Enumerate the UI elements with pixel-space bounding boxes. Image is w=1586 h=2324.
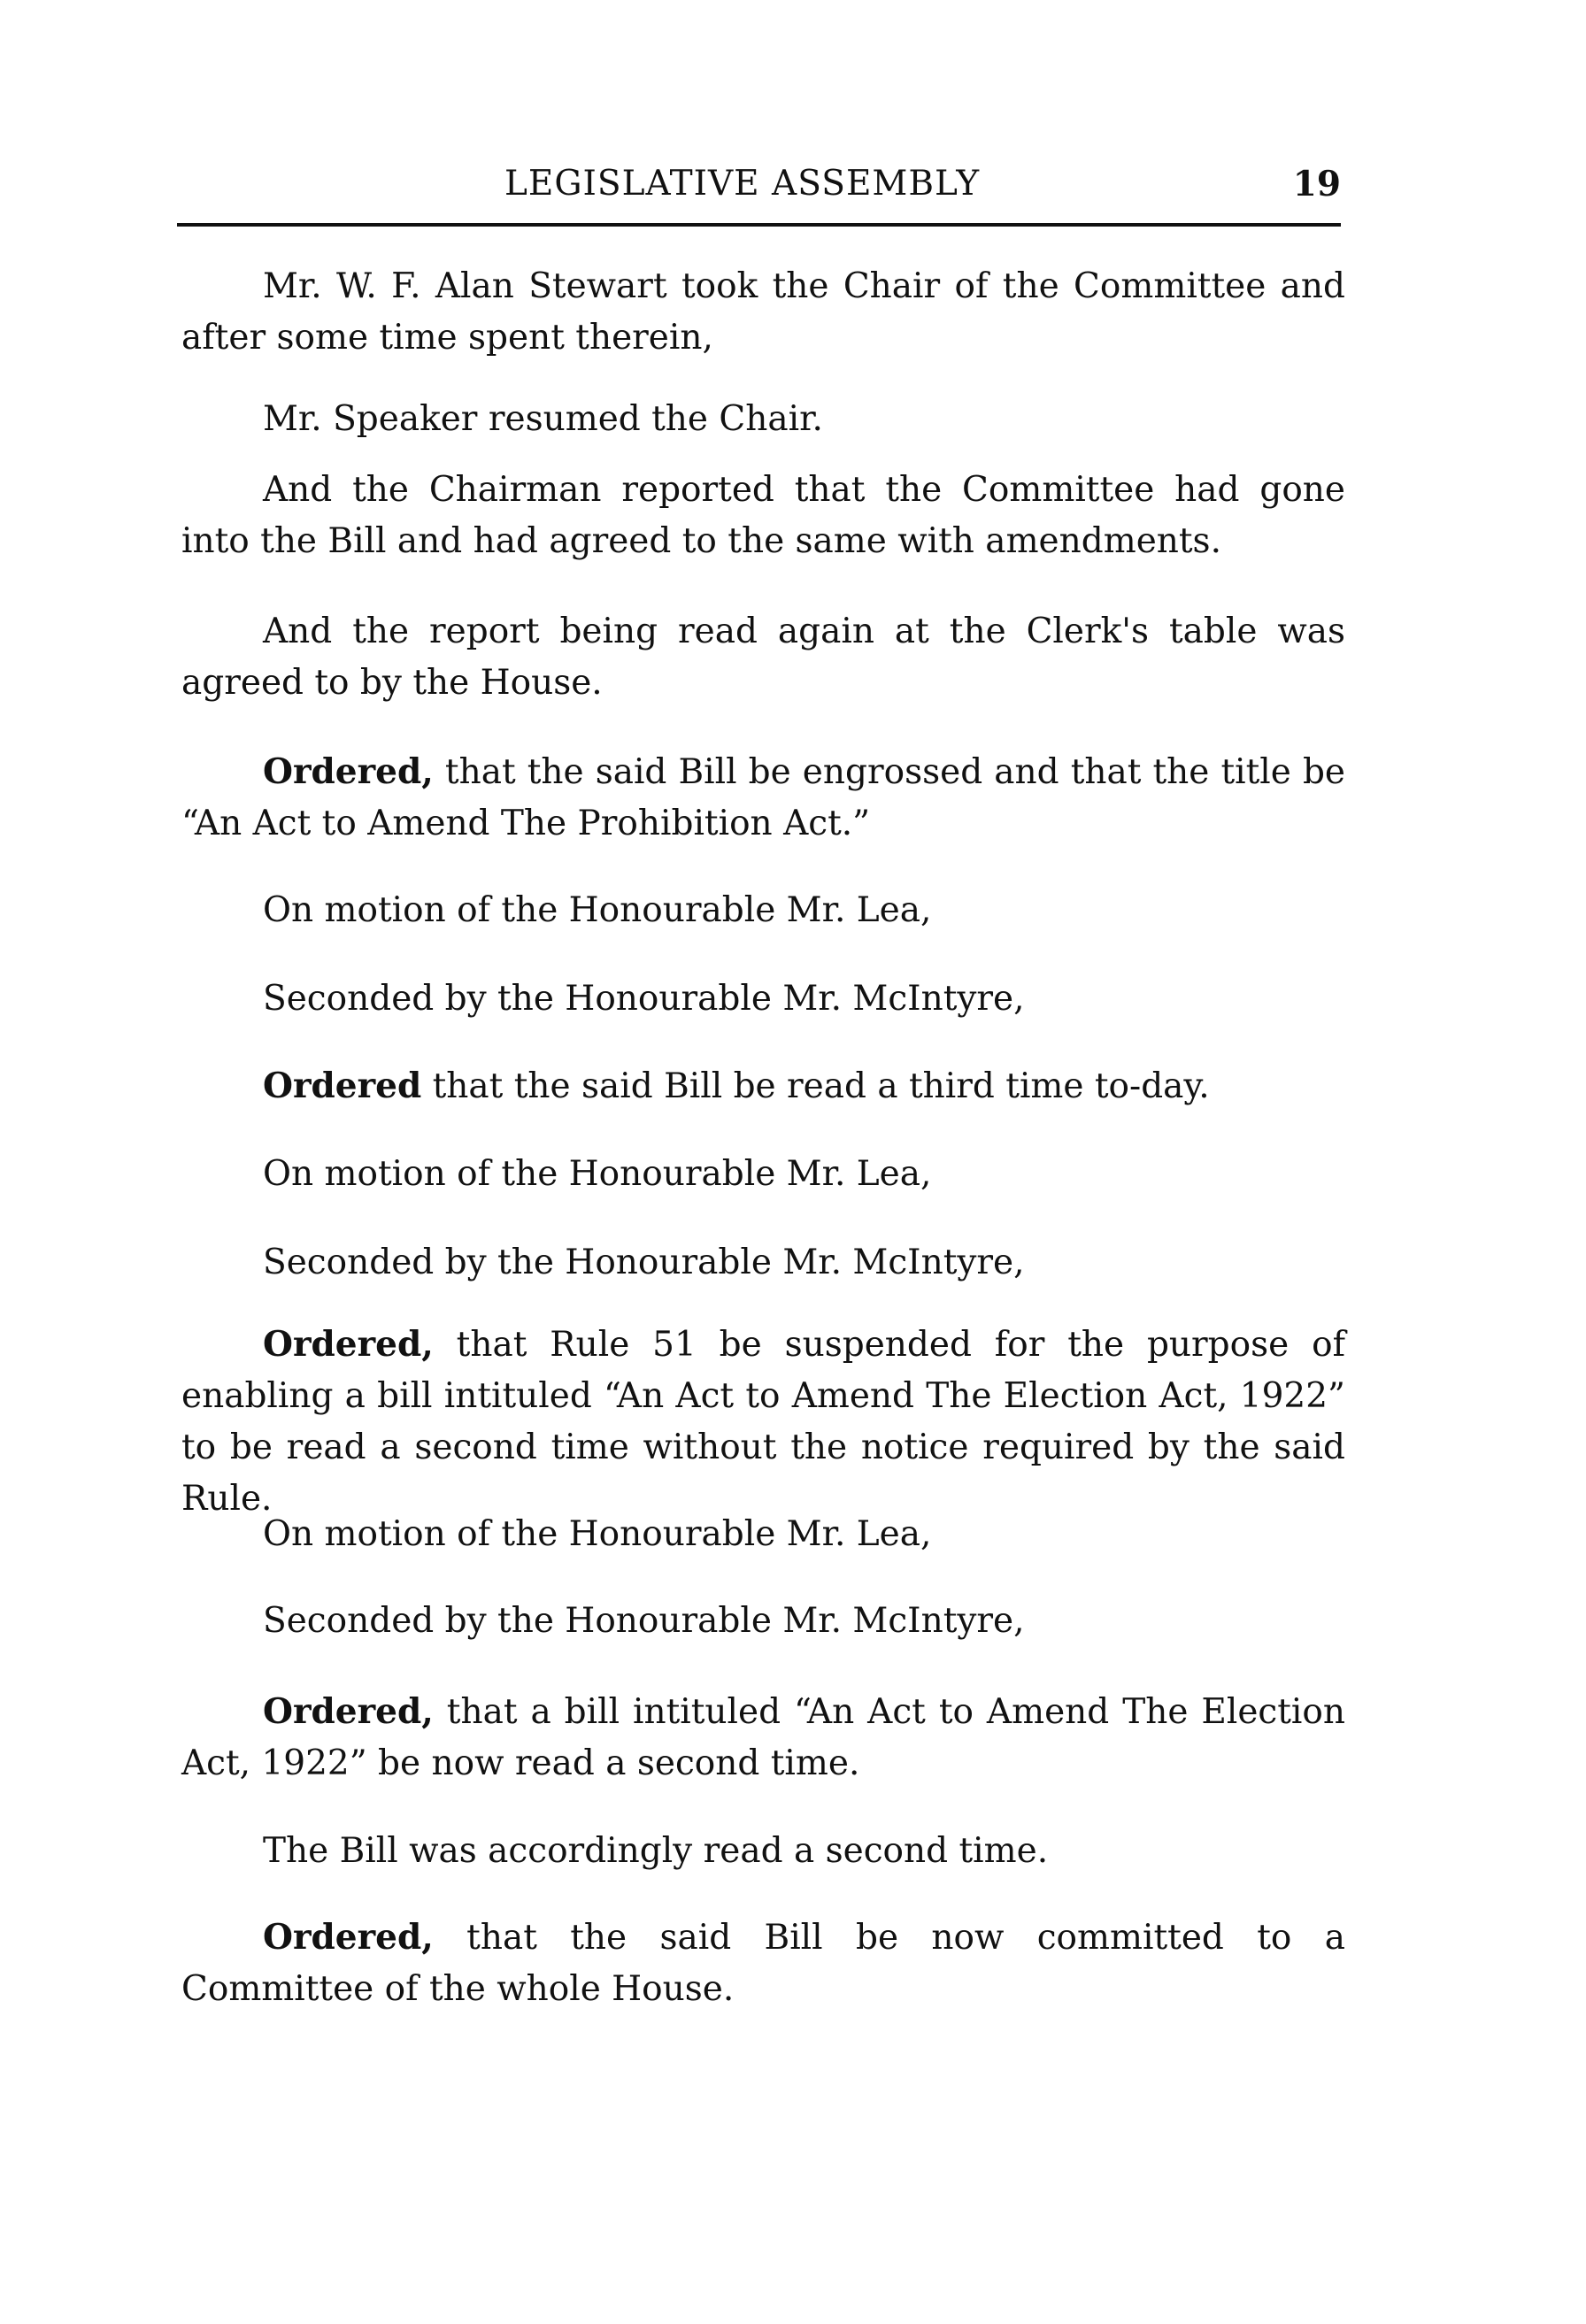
- paragraph-8-lead: Ordered: [263, 1066, 422, 1106]
- paragraph-7: [181, 973, 1345, 1025]
- paragraph-16-lead: Ordered,: [263, 1917, 434, 1958]
- paragraph-15-text: The Bill was accordingly read a second time.: [263, 1831, 1049, 1871]
- paragraph-3-text: And the Chairman reported that the Committee had gone into the Bill and had agreed to the same with amendments.: [181, 470, 1345, 561]
- paragraph-13: [181, 1596, 1345, 1647]
- paragraph-1-text: Mr. W. F. Alan Stewart took the Chair of the Committee and after some time spent therein,: [181, 266, 1345, 358]
- paragraph-1: [181, 261, 1345, 364]
- paragraph-6-text: On motion of the Honourable Mr. Lea,: [263, 890, 932, 930]
- paragraph-14-lead: Ordered,: [263, 1691, 434, 1732]
- paragraph-16: [181, 1912, 1345, 2015]
- paragraph-3: [181, 465, 1345, 567]
- paragraph-10: [181, 1237, 1345, 1289]
- paragraph-6: [181, 885, 1345, 936]
- page-number: 19: [1292, 164, 1341, 204]
- paragraph-2-text: Mr. Speaker resumed the Chair.: [263, 399, 823, 439]
- paragraph-9: [181, 1149, 1345, 1200]
- paragraph-2: [181, 394, 1345, 445]
- paragraph-5-text: that the said Bill be engrossed and that the title be “An Act to Amend The Prohibition Act.”: [181, 752, 1345, 843]
- paragraph-11-lead: Ordered,: [263, 1324, 434, 1365]
- paragraph-10-text: Seconded by the Honourable Mr. McIntyre,: [263, 1243, 1025, 1282]
- paragraph-5-lead: Ordered,: [263, 751, 434, 792]
- paragraph-11-text: that Rule 51 be suspended for the purpose of enabling a bill intituled “An Act to Amend The Election Act, 1922” to be read a second time without the notice required by the said Rule.: [181, 1325, 1345, 1519]
- paragraph-14: [181, 1686, 1345, 1789]
- paragraph-12: [181, 1509, 1345, 1560]
- paragraph-9-text: On motion of the Honourable Mr. Lea,: [263, 1154, 932, 1194]
- paragraph-8-text: that the said Bill be read a third time to-day.: [421, 1066, 1210, 1106]
- paragraph-11: [181, 1319, 1345, 1525]
- paragraph-4: [181, 606, 1345, 709]
- paragraph-8: [181, 1060, 1345, 1112]
- paragraph-13-text: Seconded by the Honourable Mr. McIntyre,: [263, 1601, 1025, 1641]
- paragraph-14-text: that a bill intituled “An Act to Amend The Election Act, 1922” be now read a second time.: [181, 1692, 1345, 1783]
- paragraph-12-text: On motion of the Honourable Mr. Lea,: [263, 1514, 932, 1554]
- page-header: [177, 161, 1341, 227]
- paragraph-4-text: And the report being read again at the Clerk's table was agreed to by the House.: [181, 612, 1345, 703]
- paragraph-15: [181, 1826, 1345, 1877]
- paragraph-7-text: Seconded by the Honourable Mr. McIntyre,: [263, 979, 1025, 1019]
- paragraph-5: [181, 746, 1345, 850]
- running-title: LEGISLATIVE ASSEMBLY: [504, 164, 981, 204]
- paragraph-16-text: that the said Bill be now committed to a Committee of the whole House.: [181, 1918, 1345, 2009]
